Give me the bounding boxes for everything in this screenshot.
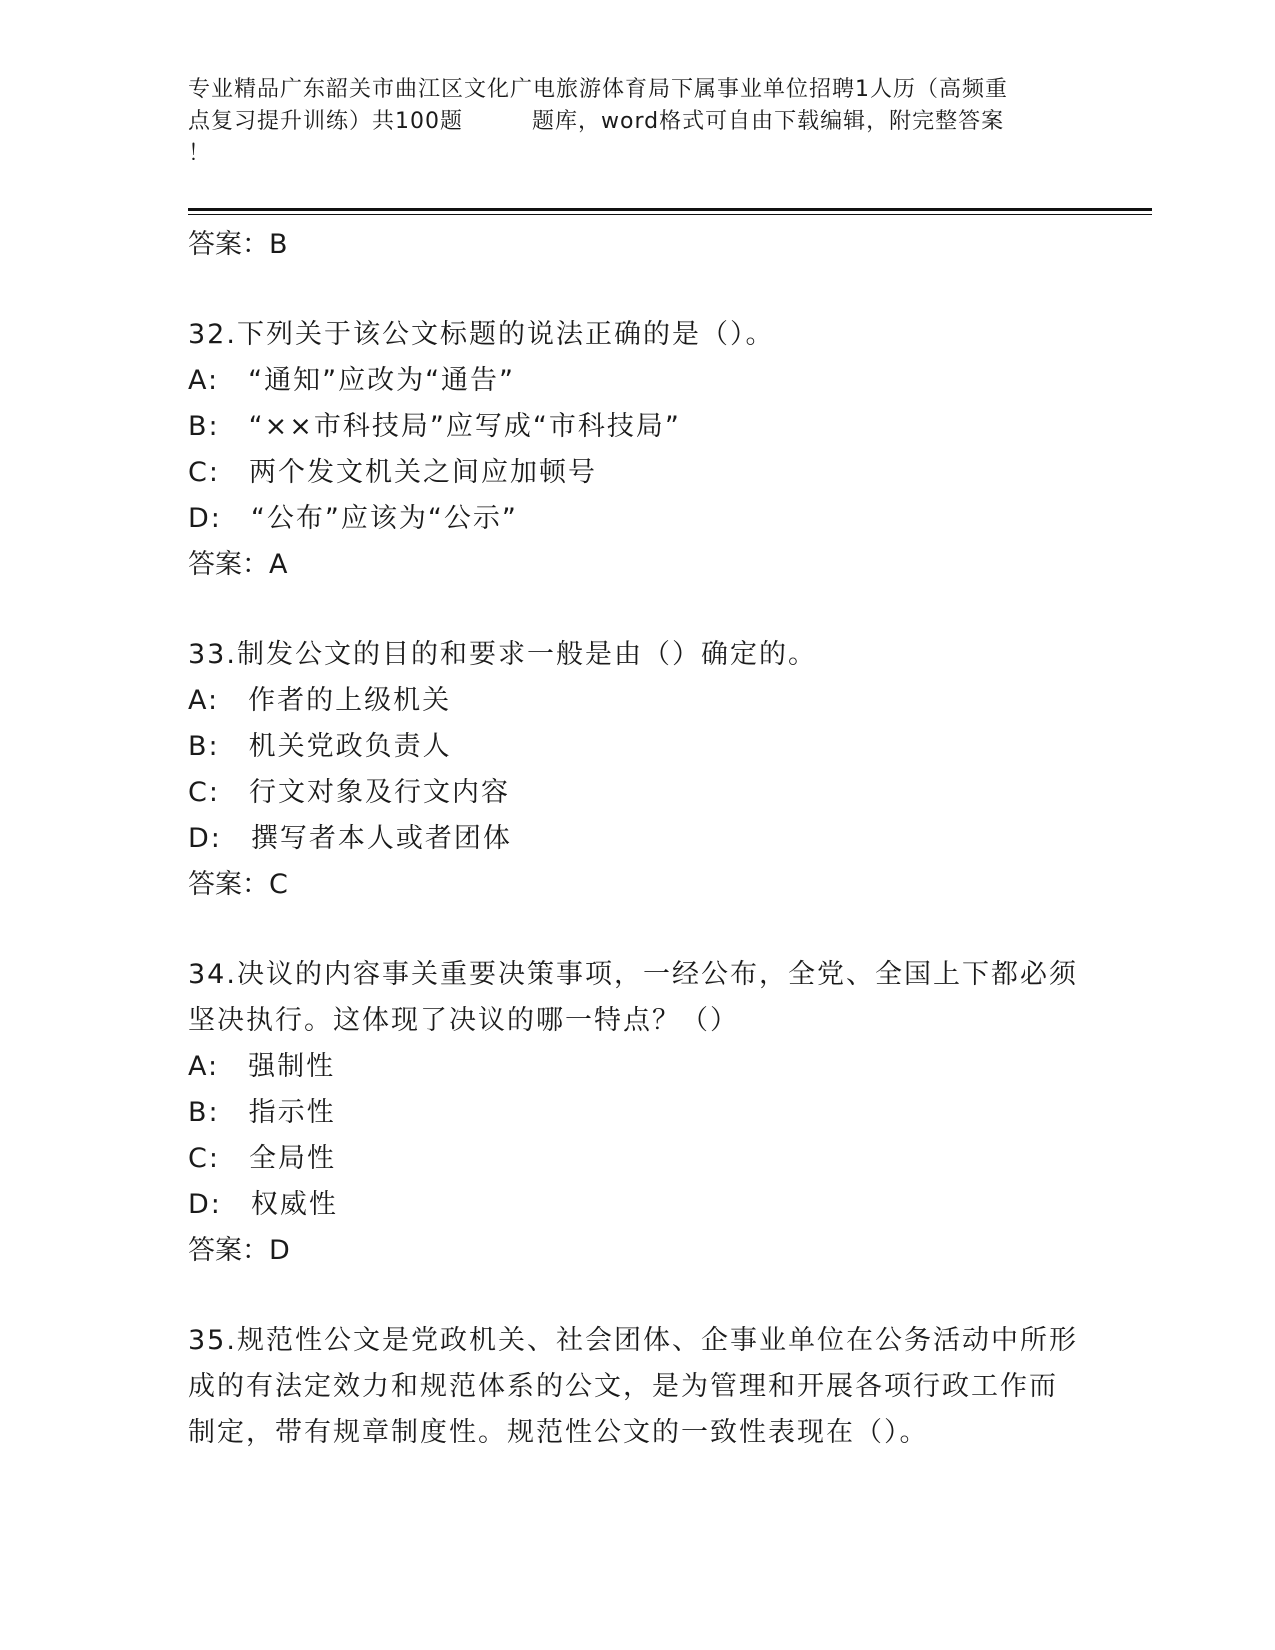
option-d: D: 撰写者本人或者团体 [188, 823, 512, 854]
question-stem-line-1: 35.规范性公文是党政机关、社会团体、企事业单位在公务活动中所形 [188, 1325, 1078, 1356]
question-34 [188, 952, 1118, 1274]
answer-value: A [269, 549, 288, 580]
option-d: D: “公布”应该为“公示” [188, 503, 518, 534]
header-line-3: ！ [188, 141, 212, 166]
option-d: D: 权威性 [188, 1189, 338, 1220]
question-stem-line-2: 坚决执行。这体现了决议的哪一特点？（） [188, 1005, 739, 1036]
header-line-1: 专业精品广东韶关市曲江区文化广电旅游体育局下属事业单位招聘1人历（高频重 [188, 77, 1008, 102]
question-stem-line-2: 成的有法定效力和规范体系的公文，是为管理和开展各项行政工作而 [188, 1371, 1058, 1402]
question-gap [188, 908, 1118, 952]
option-b: B: 指示性 [188, 1097, 336, 1128]
question-stem-line-3: 制定，带有规章制度性。规范性公文的一致性表现在（）。 [188, 1417, 929, 1448]
answer-label: 答案： [188, 549, 269, 580]
question-stem-line-1: 34.决议的内容事关重要决策事项，一经公布，全党、全国上下都必须 [188, 959, 1078, 990]
option-a: A: 作者的上级机关 [188, 685, 452, 716]
answer [188, 862, 1118, 908]
answer-label: 答案： [188, 229, 269, 260]
question-gap [188, 268, 1118, 312]
option-b: B: 机关党政负责人 [188, 731, 452, 762]
question-32 [188, 312, 1118, 588]
option-b: B: “××市科技局”应写成“市科技局” [188, 411, 681, 442]
header-line-2: 点复习提升训练）共100题 题库，word格式可自由下载编辑，附完整答案 [188, 109, 1005, 134]
question-gap [188, 588, 1118, 632]
question-35 [188, 1318, 1118, 1456]
option-c: C: 行文对象及行文内容 [188, 777, 510, 808]
option-c: C: 两个发文机关之间应加顿号 [188, 457, 597, 488]
answer [188, 1228, 1118, 1274]
answer-label: 答案： [188, 869, 269, 900]
answer-value: D [269, 1235, 290, 1266]
option-a: A: “通知”应改为“通告” [188, 365, 516, 396]
previous-answer [188, 222, 1118, 268]
option-a: A: 强制性 [188, 1051, 336, 1082]
question-gap [188, 1274, 1118, 1318]
question-33 [188, 632, 1118, 908]
header-rule-thin [188, 214, 1152, 215]
answer [188, 542, 1118, 588]
answer-value: C [269, 869, 288, 900]
document-header [188, 74, 1088, 170]
option-c: C: 全局性 [188, 1143, 336, 1174]
question-stem: 33.制发公文的目的和要求一般是由（）确定的。 [188, 639, 817, 670]
question-stem: 32.下列关于该公文标题的说法正确的是（）。 [188, 319, 775, 350]
answer-label: 答案： [188, 1235, 269, 1266]
answer-value: B [269, 229, 288, 260]
document-body [188, 222, 1118, 1456]
header-rule-thick [188, 208, 1152, 211]
